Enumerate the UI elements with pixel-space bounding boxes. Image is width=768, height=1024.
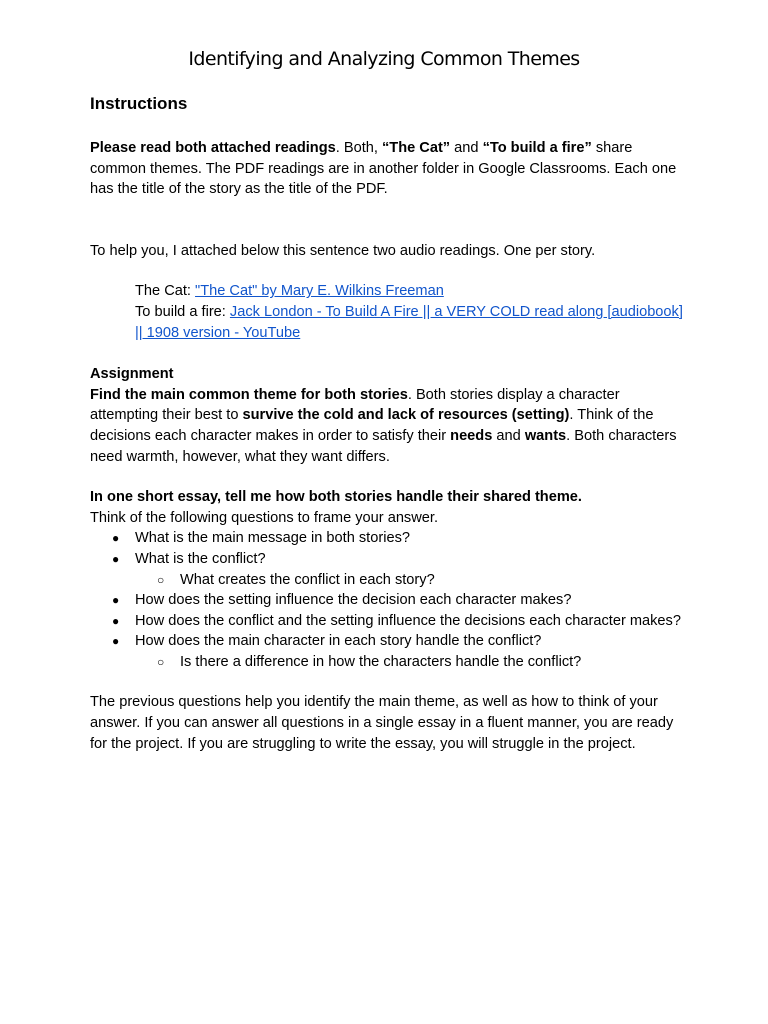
question-text: Is there a difference in how the characters handle the conflict? xyxy=(180,653,582,670)
audio-fire-line xyxy=(135,302,690,343)
instructions-heading: Instructions xyxy=(90,94,188,113)
assignment-heading: Assignment xyxy=(90,366,174,383)
essay-prompt: In one short essay, tell me how both stories handle their shared theme. xyxy=(90,489,582,506)
audio-cat-line xyxy=(135,281,690,302)
question-text: How does the conflict and the setting influence the decisions each character makes? xyxy=(135,612,681,629)
audio-fire-link[interactable]: Jack London - To Build A Fire || a VERY COLD read along [audiobook] || 1908 version - YouTube xyxy=(135,303,683,341)
assignment-paragraph xyxy=(90,385,690,467)
bullet-icon: ● xyxy=(112,634,120,649)
bullet-icon: ● xyxy=(112,593,120,608)
list-item xyxy=(135,570,690,591)
list-item xyxy=(90,631,690,672)
text-run: . Think of the decisions each character makes in order to satisfy their xyxy=(90,407,654,444)
text-run: and xyxy=(450,140,483,156)
bullet-icon: ● xyxy=(112,531,120,546)
bold-word-wants: wants xyxy=(524,427,567,444)
text-run: and xyxy=(492,427,525,444)
list-item xyxy=(90,611,690,632)
sub-questions-list xyxy=(135,570,690,591)
list-item xyxy=(90,590,690,611)
closing-paragraph: The previous questions help you identify the main theme, as well as how to think of your answer. If you can answer all questions in a single essay in a fluent manner, you are ready for the project. If you are struggling to write the essay, you will struggle in the project. xyxy=(90,694,674,752)
bold-word-needs: needs xyxy=(450,427,493,444)
question-text: What is the main message in both stories? xyxy=(135,530,410,547)
question-text: What is the conflict? xyxy=(135,550,266,567)
document-title: Identifying and Analyzing Common Themes xyxy=(188,48,580,70)
question-text: How does the setting influence the decision each character makes? xyxy=(135,592,572,609)
bullet-icon: ● xyxy=(112,613,120,628)
text-run: . Both stories display a character attempting their best to xyxy=(90,386,620,424)
frame-text: Think of the following questions to frame your answer. xyxy=(90,509,438,526)
bullet-icon: ● xyxy=(112,551,120,566)
document-body xyxy=(90,92,690,754)
text-run: . Both characters need warmth, however, what they want differs. xyxy=(90,427,677,465)
question-text: What creates the conflict in each story? xyxy=(180,571,435,588)
audio-intro-paragraph: To help you, I attached below this sentence two audio readings. One per story. xyxy=(90,242,596,259)
sub-questions-list xyxy=(135,652,690,673)
sub-bullet-icon: ○ xyxy=(157,572,165,587)
questions-list xyxy=(90,528,690,672)
bold-phrase: Find the main common theme for both stories xyxy=(90,386,408,403)
audio-cat-link[interactable]: "The Cat" by Mary E. Wilkins Freeman xyxy=(195,283,444,300)
story-title-fire: “To build a fire” xyxy=(482,140,592,156)
list-item xyxy=(90,549,690,590)
bold-phrase: survive the cold and lack of resources (setting) xyxy=(242,407,570,424)
instructions-paragraph xyxy=(90,138,690,200)
story-title-cat: “The Cat” xyxy=(382,140,451,156)
text-run: . Both, xyxy=(335,140,382,156)
question-text: How does the main character in each story handle the conflict? xyxy=(135,633,542,650)
sub-bullet-icon: ○ xyxy=(157,654,165,669)
list-item xyxy=(135,652,690,673)
list-item xyxy=(90,528,690,549)
audio-links xyxy=(90,281,690,343)
audio-fire-label: To build a fire: xyxy=(135,303,230,320)
text-run: share common themes. The PDF readings are in another folder in Google Classrooms. Each one has the title of the story as the title of the PDF. xyxy=(90,140,677,198)
bold-phrase: Please read both attached readings xyxy=(90,140,336,156)
audio-cat-label: The Cat: xyxy=(135,283,196,300)
